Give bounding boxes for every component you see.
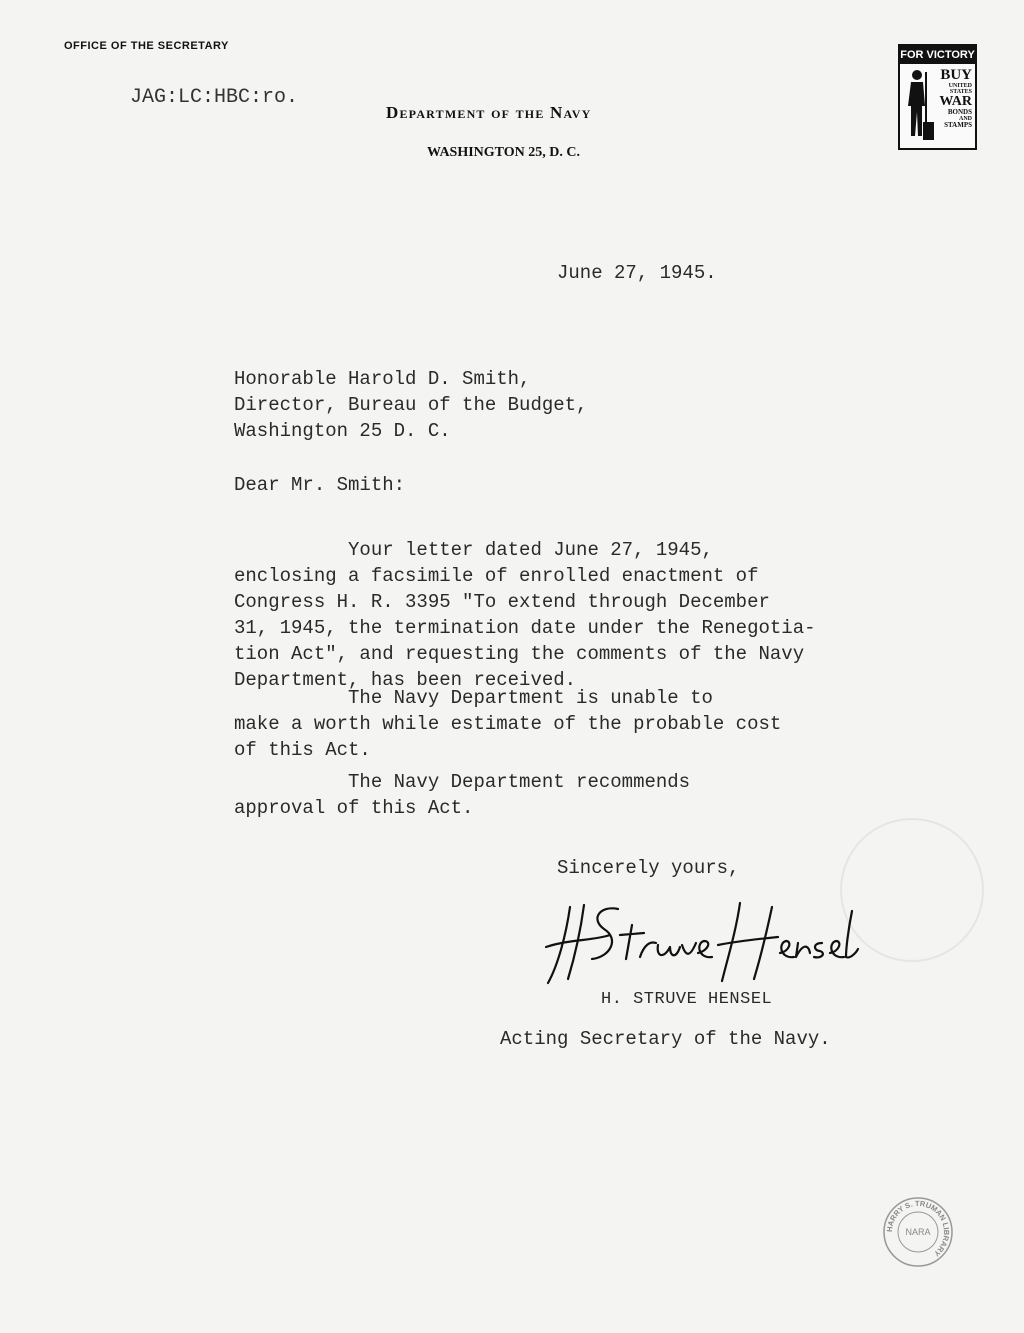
body-paragraph: The Navy Department recommends approval of this Act. [234, 771, 691, 819]
war-bonds-stamp [898, 44, 977, 150]
reference-code: JAG:LC:HBC:ro. [130, 86, 299, 109]
faint-seal-mark [840, 818, 984, 962]
addressee-line: Washington 25 D. C. [234, 420, 451, 442]
addressee-block [234, 366, 587, 444]
department-heading: Department of the Navy [386, 103, 592, 122]
office-heading: OFFICE OF THE SECRETARY [64, 40, 229, 52]
stamp-words [939, 68, 972, 129]
closing: Sincerely yours, [557, 857, 740, 879]
stamp-and: AND [959, 116, 972, 122]
handwritten-signature [540, 895, 860, 987]
nara-center-text: NARA [905, 1227, 931, 1237]
stamp-bonds: BONDS [947, 108, 972, 116]
signer-name: H. STRUVE HENSEL [601, 990, 773, 1009]
department-city: WASHINGTON 25, D. C. [427, 145, 580, 160]
signer-title: Acting Secretary of the Navy. [500, 1028, 831, 1050]
stamp-buy: BUY [940, 67, 972, 83]
minuteman-icon [903, 66, 935, 144]
stamp-stamps: STAMPS [944, 121, 972, 129]
addressee-line: Director, Bureau of the Budget, [234, 394, 588, 416]
nara-ring-text: HARRY S. TRUMAN LIBRARY [884, 1198, 952, 1259]
stamp-banner: FOR VICTORY [900, 46, 975, 64]
body-paragraph: The Navy Department is unable to make a worth while estimate of the probable cost of this Act. [234, 687, 782, 761]
stamp-united: UNITED [948, 83, 972, 89]
body-paragraph: Your letter dated June 27, 1945, enclosing a facsimile of enrolled enactment of Congress H. R. 3395 "To extend through December 31, 1945, the termination date under the Renegotia- tion Act", and requesting the comments of the Navy Department, has been received. [234, 539, 816, 691]
letter-date: June 27, 1945. [557, 262, 717, 284]
nara-archive-stamp [882, 1196, 954, 1268]
salutation: Dear Mr. Smith: [234, 474, 406, 496]
stamp-war: WAR [939, 94, 972, 109]
stamp-states: STATES [949, 89, 972, 95]
addressee-line: Honorable Harold D. Smith, [234, 368, 531, 390]
